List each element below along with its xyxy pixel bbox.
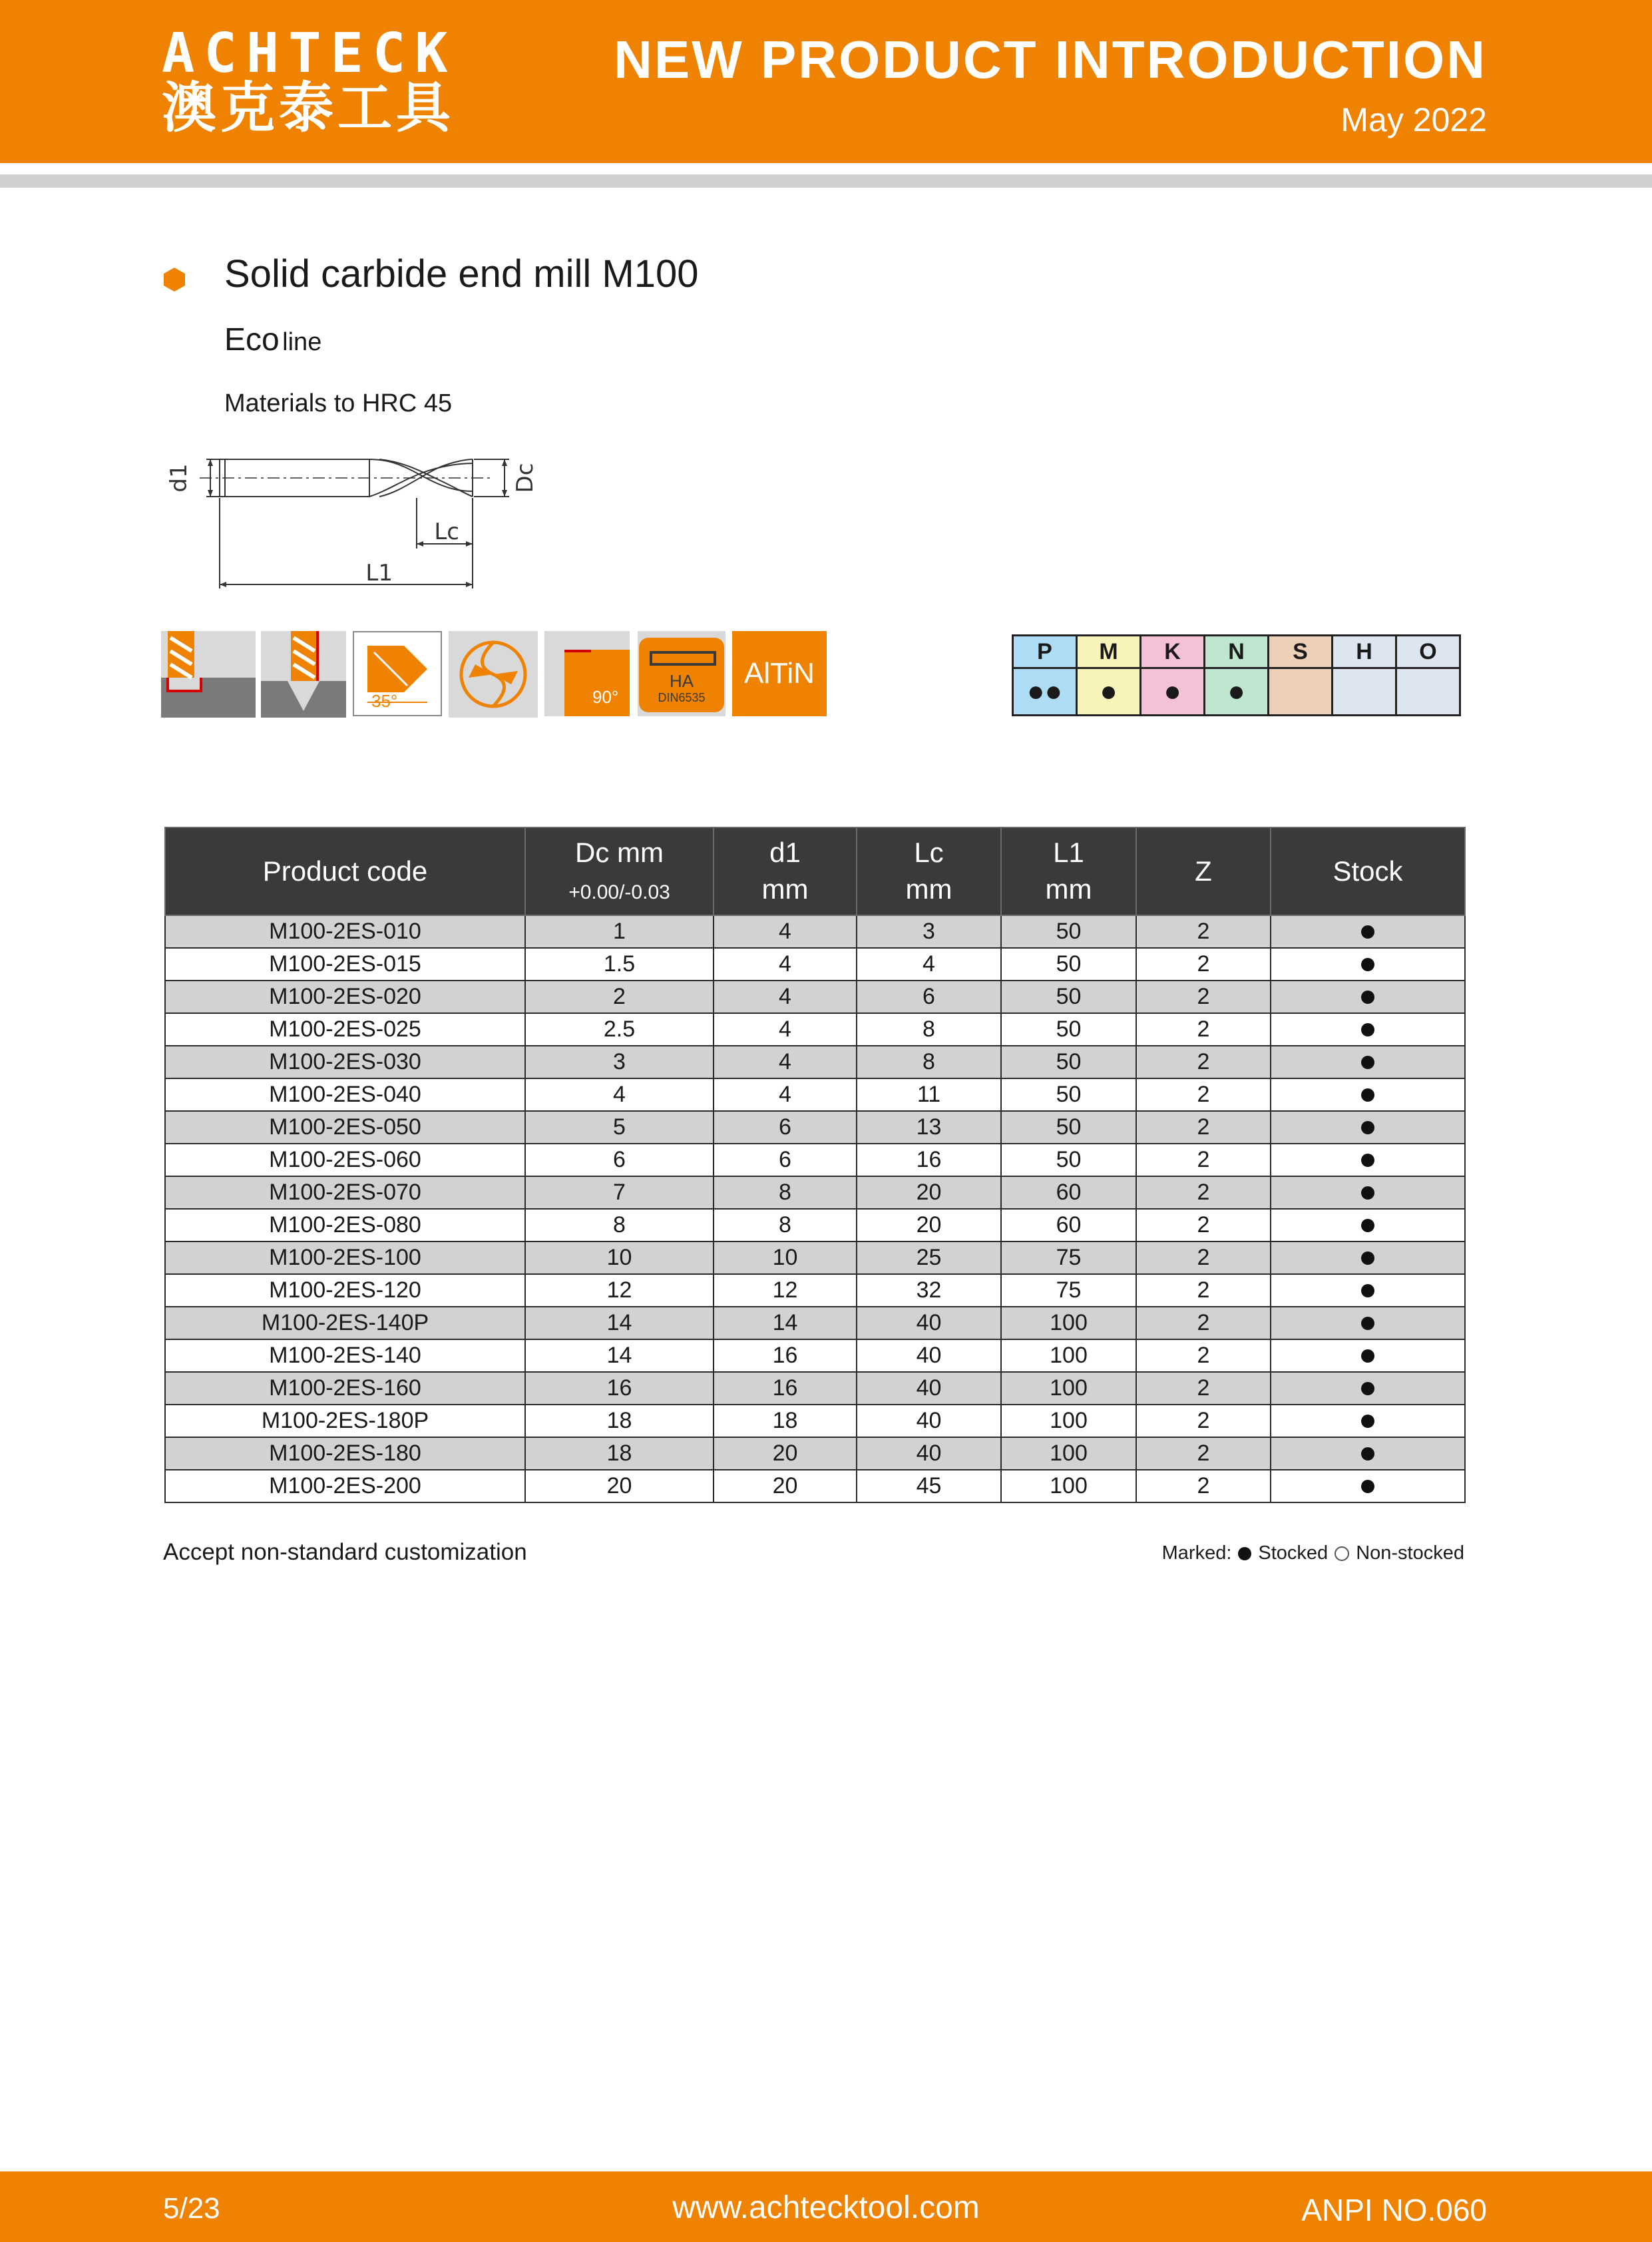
cell-z: 2 bbox=[1136, 1405, 1271, 1437]
corner-angle-icon bbox=[544, 631, 630, 716]
cell-dc: 12 bbox=[525, 1274, 714, 1307]
cell-d1: 18 bbox=[714, 1405, 857, 1437]
col-lc-unit: mm bbox=[905, 873, 952, 905]
cell-lc: 25 bbox=[857, 1241, 1001, 1274]
stocked-dot-icon bbox=[1361, 1056, 1374, 1069]
cell-lc: 16 bbox=[857, 1144, 1001, 1176]
cell-stock bbox=[1271, 1013, 1465, 1046]
stocked-dot-icon bbox=[1361, 1480, 1374, 1493]
hexagon-bullet-icon bbox=[162, 266, 186, 293]
cell-stock bbox=[1271, 915, 1465, 948]
cell-stock bbox=[1271, 1111, 1465, 1144]
customization-note: Accept non-standard customization bbox=[163, 1539, 527, 1565]
stocked-dot-icon bbox=[1361, 925, 1374, 939]
cell-stock bbox=[1271, 1046, 1465, 1078]
material-n-label: N bbox=[1205, 636, 1269, 668]
cell-d1: 4 bbox=[714, 1078, 857, 1111]
cell-d1: 6 bbox=[714, 1111, 857, 1144]
cell-lc: 40 bbox=[857, 1437, 1001, 1470]
cell-lc: 13 bbox=[857, 1111, 1001, 1144]
table-row bbox=[165, 1111, 1465, 1144]
cell-stock bbox=[1271, 1274, 1465, 1307]
cell-l1: 50 bbox=[1001, 1013, 1136, 1046]
cell-lc: 20 bbox=[857, 1209, 1001, 1241]
cell-z: 2 bbox=[1136, 1307, 1271, 1339]
cell-lc: 20 bbox=[857, 1176, 1001, 1209]
website-link[interactable]: www.achtecktool.com bbox=[672, 2190, 980, 2225]
cell-z: 2 bbox=[1136, 1144, 1271, 1176]
cell-lc: 40 bbox=[857, 1405, 1001, 1437]
product-line bbox=[224, 324, 321, 356]
cell-code: M100-2ES-040 bbox=[165, 1078, 525, 1111]
table-row bbox=[165, 1372, 1465, 1405]
cell-dc: 8 bbox=[525, 1209, 714, 1241]
corner-edge bbox=[564, 650, 591, 652]
cell-z: 2 bbox=[1136, 1209, 1271, 1241]
logo-chinese: 澳克泰工具 bbox=[162, 77, 455, 140]
cell-l1: 50 bbox=[1001, 948, 1136, 981]
cell-z: 2 bbox=[1136, 1437, 1271, 1470]
cell-lc: 8 bbox=[857, 1046, 1001, 1078]
cell-stock bbox=[1271, 1437, 1465, 1470]
stocked-dot-icon bbox=[1361, 1186, 1374, 1200]
cell-l1: 50 bbox=[1001, 1078, 1136, 1111]
cell-code: M100-2ES-160 bbox=[165, 1372, 525, 1405]
cell-code: M100-2ES-015 bbox=[165, 948, 525, 981]
col-d1-label: d1 bbox=[769, 837, 801, 869]
material-m-label: M bbox=[1077, 636, 1141, 668]
cell-d1: 6 bbox=[714, 1144, 857, 1176]
cell-code: M100-2ES-050 bbox=[165, 1111, 525, 1144]
lc-label: Lc bbox=[434, 519, 459, 545]
header-bar bbox=[0, 0, 1652, 163]
non-stocked-dot-icon bbox=[1335, 1546, 1349, 1561]
cell-d1: 4 bbox=[714, 981, 857, 1013]
l1-label: L1 bbox=[365, 560, 393, 586]
cell-stock bbox=[1271, 1078, 1465, 1111]
stocked-dot-icon bbox=[1361, 958, 1374, 971]
cell-code: M100-2ES-200 bbox=[165, 1470, 525, 1502]
cell-z: 2 bbox=[1136, 1111, 1271, 1144]
cell-l1: 100 bbox=[1001, 1307, 1136, 1339]
cell-stock bbox=[1271, 1176, 1465, 1209]
legend-non-stocked: Non-stocked bbox=[1356, 1542, 1464, 1564]
shank-type-icon bbox=[638, 631, 725, 716]
cell-dc: 5 bbox=[525, 1111, 714, 1144]
cell-l1: 100 bbox=[1001, 1470, 1136, 1502]
cell-dc: 16 bbox=[525, 1372, 714, 1405]
table-row bbox=[165, 1241, 1465, 1274]
col-dc-tolerance: +0.00/-0.03 bbox=[568, 881, 670, 903]
stocked-dot-icon bbox=[1361, 1317, 1374, 1330]
coating-badge: AlTiN bbox=[732, 631, 827, 716]
cell-dc: 4 bbox=[525, 1078, 714, 1111]
col-l1-unit: mm bbox=[1045, 873, 1092, 905]
materials-note: Materials to HRC 45 bbox=[224, 389, 453, 417]
cell-d1: 20 bbox=[714, 1470, 857, 1502]
cell-dc: 2.5 bbox=[525, 1013, 714, 1046]
helix-angle-icon bbox=[353, 631, 442, 716]
material-p-mark: ●● bbox=[1013, 668, 1077, 716]
cell-stock bbox=[1271, 1241, 1465, 1274]
issue-date: May 2022 bbox=[1341, 101, 1487, 138]
shank-type-value: HA bbox=[669, 671, 694, 691]
cell-l1: 50 bbox=[1001, 1111, 1136, 1144]
cell-stock bbox=[1271, 1405, 1465, 1437]
cell-d1: 4 bbox=[714, 948, 857, 981]
divider bbox=[0, 174, 1652, 188]
cell-code: M100-2ES-060 bbox=[165, 1144, 525, 1176]
cell-code: M100-2ES-030 bbox=[165, 1046, 525, 1078]
cell-lc: 4 bbox=[857, 948, 1001, 981]
cell-lc: 3 bbox=[857, 915, 1001, 948]
cell-stock bbox=[1271, 1470, 1465, 1502]
cell-code: M100-2ES-180P bbox=[165, 1405, 525, 1437]
material-n-mark: ● bbox=[1205, 668, 1269, 716]
cell-dc: 1.5 bbox=[525, 948, 714, 981]
cell-d1: 8 bbox=[714, 1209, 857, 1241]
cell-dc: 10 bbox=[525, 1241, 714, 1274]
logo-text: ACHTECK bbox=[162, 22, 457, 85]
table-row bbox=[165, 981, 1465, 1013]
footer-bar bbox=[0, 2171, 1652, 2242]
stocked-dot-icon bbox=[1361, 1284, 1374, 1297]
stocked-dot-icon bbox=[1361, 1382, 1374, 1395]
cell-stock bbox=[1271, 981, 1465, 1013]
cell-stock bbox=[1271, 1209, 1465, 1241]
cell-lc: 32 bbox=[857, 1274, 1001, 1307]
cell-l1: 50 bbox=[1001, 981, 1136, 1013]
cell-z: 2 bbox=[1136, 1013, 1271, 1046]
material-o-label: O bbox=[1396, 636, 1460, 668]
cell-code: M100-2ES-140P bbox=[165, 1307, 525, 1339]
cell-d1: 20 bbox=[714, 1437, 857, 1470]
table-row bbox=[165, 1470, 1465, 1502]
cell-z: 2 bbox=[1136, 915, 1271, 948]
cell-l1: 75 bbox=[1001, 1274, 1136, 1307]
table-row bbox=[165, 1209, 1465, 1241]
cell-stock bbox=[1271, 1144, 1465, 1176]
cell-lc: 40 bbox=[857, 1339, 1001, 1372]
table-row bbox=[165, 1013, 1465, 1046]
cell-code: M100-2ES-010 bbox=[165, 915, 525, 948]
cell-code: M100-2ES-020 bbox=[165, 981, 525, 1013]
material-o-mark bbox=[1396, 668, 1460, 716]
cell-lc: 40 bbox=[857, 1307, 1001, 1339]
flute-profile-icon bbox=[449, 631, 538, 718]
product-table bbox=[164, 827, 1466, 1503]
material-h-label: H bbox=[1333, 636, 1396, 668]
material-h-mark bbox=[1333, 668, 1396, 716]
cell-dc: 14 bbox=[525, 1307, 714, 1339]
col-lc-label: Lc bbox=[914, 837, 944, 869]
table-row bbox=[165, 1046, 1465, 1078]
slotting-icon bbox=[161, 631, 256, 718]
cell-code: M100-2ES-100 bbox=[165, 1241, 525, 1274]
cell-dc: 14 bbox=[525, 1339, 714, 1372]
cell-stock bbox=[1271, 1339, 1465, 1372]
product-title: Solid carbide end mill M100 bbox=[224, 252, 699, 296]
cell-dc: 2 bbox=[525, 981, 714, 1013]
cell-z: 2 bbox=[1136, 948, 1271, 981]
table-row bbox=[165, 1405, 1465, 1437]
cell-z: 2 bbox=[1136, 1372, 1271, 1405]
table-row bbox=[165, 1307, 1465, 1339]
page-title: NEW PRODUCT INTRODUCTION bbox=[614, 30, 1487, 89]
shank-standard: DIN6535 bbox=[658, 691, 706, 704]
stocked-dot-icon bbox=[1361, 1088, 1374, 1102]
cell-stock bbox=[1271, 948, 1465, 981]
material-m-mark: ● bbox=[1077, 668, 1141, 716]
cell-dc: 7 bbox=[525, 1176, 714, 1209]
cell-d1: 4 bbox=[714, 1013, 857, 1046]
stocked-dot-icon bbox=[1361, 1023, 1374, 1036]
cell-d1: 10 bbox=[714, 1241, 857, 1274]
cell-code: M100-2ES-140 bbox=[165, 1339, 525, 1372]
cell-l1: 60 bbox=[1001, 1209, 1136, 1241]
cell-l1: 60 bbox=[1001, 1176, 1136, 1209]
cell-stock bbox=[1271, 1307, 1465, 1339]
stocked-dot-icon bbox=[1361, 1349, 1374, 1363]
side-milling-icon bbox=[261, 631, 346, 718]
table-row bbox=[165, 1176, 1465, 1209]
cell-code: M100-2ES-080 bbox=[165, 1209, 525, 1241]
d1-label: d1 bbox=[166, 463, 192, 493]
cell-z: 2 bbox=[1136, 981, 1271, 1013]
page-number: 5/23 bbox=[163, 2192, 220, 2225]
table-row bbox=[165, 1437, 1465, 1470]
cell-stock bbox=[1271, 1372, 1465, 1405]
cell-lc: 40 bbox=[857, 1372, 1001, 1405]
cell-code: M100-2ES-025 bbox=[165, 1013, 525, 1046]
cell-z: 2 bbox=[1136, 1339, 1271, 1372]
cell-lc: 8 bbox=[857, 1013, 1001, 1046]
cell-d1: 12 bbox=[714, 1274, 857, 1307]
stocked-dot-icon bbox=[1361, 1154, 1374, 1167]
material-table bbox=[1012, 634, 1461, 716]
col-product-code: Product code bbox=[165, 827, 525, 915]
cell-lc: 11 bbox=[857, 1078, 1001, 1111]
cell-dc: 3 bbox=[525, 1046, 714, 1078]
stocked-dot-icon bbox=[1361, 1415, 1374, 1428]
cell-z: 2 bbox=[1136, 1274, 1271, 1307]
table-row bbox=[165, 1144, 1465, 1176]
cell-dc: 1 bbox=[525, 915, 714, 948]
col-stock: Stock bbox=[1271, 827, 1465, 915]
cell-code: M100-2ES-180 bbox=[165, 1437, 525, 1470]
stock-legend bbox=[1162, 1544, 1464, 1563]
cell-dc: 18 bbox=[525, 1405, 714, 1437]
cell-z: 2 bbox=[1136, 1046, 1271, 1078]
cell-d1: 8 bbox=[714, 1176, 857, 1209]
cell-d1: 4 bbox=[714, 915, 857, 948]
anpi-number: ANPI NO.060 bbox=[1301, 2193, 1487, 2227]
table-row bbox=[165, 948, 1465, 981]
table-row bbox=[165, 1078, 1465, 1111]
cell-dc: 20 bbox=[525, 1470, 714, 1502]
cell-l1: 75 bbox=[1001, 1241, 1136, 1274]
cell-d1: 14 bbox=[714, 1307, 857, 1339]
line-name: Eco bbox=[224, 322, 280, 357]
cell-z: 2 bbox=[1136, 1470, 1271, 1502]
cell-l1: 100 bbox=[1001, 1372, 1136, 1405]
col-d1-unit: mm bbox=[761, 873, 809, 905]
material-s-label: S bbox=[1269, 636, 1333, 668]
cell-l1: 100 bbox=[1001, 1437, 1136, 1470]
cell-code: M100-2ES-120 bbox=[165, 1274, 525, 1307]
stocked-dot-icon bbox=[1361, 1447, 1374, 1460]
col-z: Z bbox=[1136, 827, 1271, 915]
material-p-label: P bbox=[1013, 636, 1077, 668]
cell-code: M100-2ES-070 bbox=[165, 1176, 525, 1209]
material-k-label: K bbox=[1141, 636, 1205, 668]
cell-l1: 100 bbox=[1001, 1405, 1136, 1437]
legend-stocked: Stocked bbox=[1258, 1542, 1329, 1564]
material-k-mark: ● bbox=[1141, 668, 1205, 716]
cell-lc: 6 bbox=[857, 981, 1001, 1013]
col-l1 bbox=[1001, 827, 1136, 915]
table-row bbox=[165, 1339, 1465, 1372]
col-d1 bbox=[714, 827, 857, 915]
cell-lc: 45 bbox=[857, 1470, 1001, 1502]
cell-d1: 16 bbox=[714, 1372, 857, 1405]
cell-d1: 4 bbox=[714, 1046, 857, 1078]
table-row bbox=[165, 1274, 1465, 1307]
cell-dc: 18 bbox=[525, 1437, 714, 1470]
cell-l1: 50 bbox=[1001, 1046, 1136, 1078]
stocked-dot-icon bbox=[1361, 1219, 1374, 1232]
cell-l1: 50 bbox=[1001, 1144, 1136, 1176]
stocked-dot-icon bbox=[1238, 1547, 1251, 1560]
helix-angle-value: 35° bbox=[371, 691, 398, 711]
stocked-dot-icon bbox=[1361, 1121, 1374, 1134]
cell-z: 2 bbox=[1136, 1176, 1271, 1209]
col-dc bbox=[525, 827, 714, 915]
cell-z: 2 bbox=[1136, 1078, 1271, 1111]
stocked-dot-icon bbox=[1361, 991, 1374, 1004]
shank-graphic bbox=[643, 646, 723, 672]
material-s-mark bbox=[1269, 668, 1333, 716]
col-lc bbox=[857, 827, 1001, 915]
cell-d1: 16 bbox=[714, 1339, 857, 1372]
col-dc-label: Dc mm bbox=[575, 837, 664, 869]
stocked-dot-icon bbox=[1361, 1251, 1374, 1265]
table-row bbox=[165, 915, 1465, 948]
col-l1-label: L1 bbox=[1053, 837, 1084, 869]
dc-label: Dc bbox=[512, 463, 538, 493]
cell-l1: 100 bbox=[1001, 1339, 1136, 1372]
line-suffix: line bbox=[282, 328, 322, 356]
cell-l1: 50 bbox=[1001, 915, 1136, 948]
end-mill-drawing bbox=[160, 447, 626, 600]
cell-dc: 6 bbox=[525, 1144, 714, 1176]
legend-marked: Marked: bbox=[1161, 1542, 1232, 1564]
corner-angle-value: 90° bbox=[592, 687, 619, 707]
cell-z: 2 bbox=[1136, 1241, 1271, 1274]
